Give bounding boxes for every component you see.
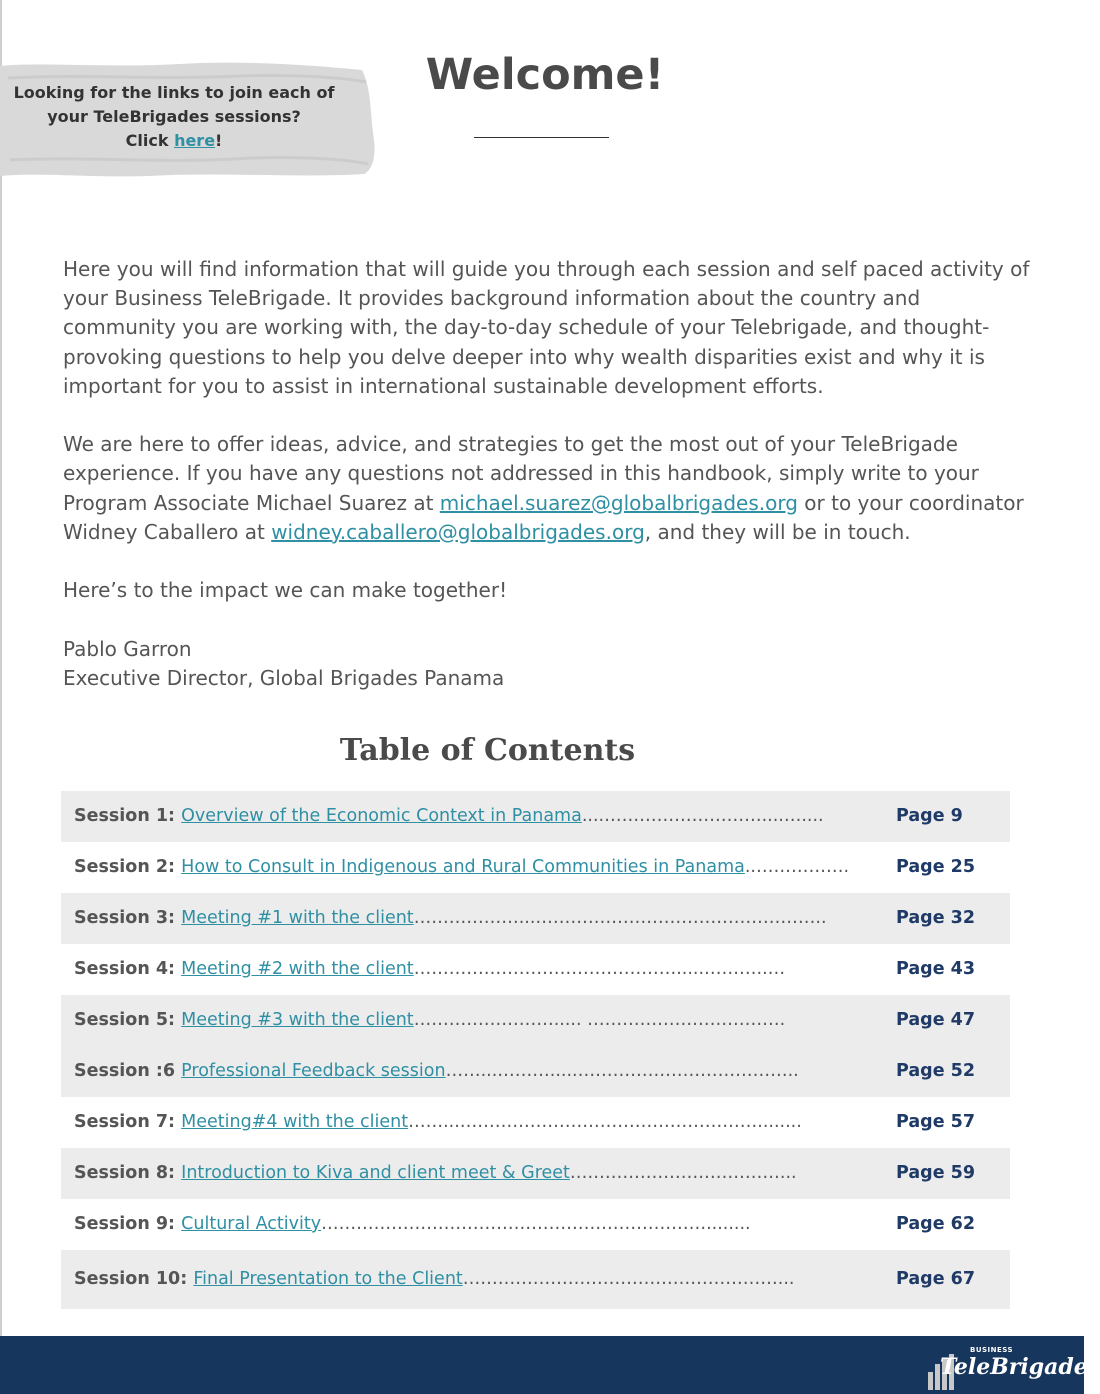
toc-page-number: Page 59 — [896, 1163, 976, 1183]
signature-name: Pablo Garron — [63, 636, 192, 661]
intro-paragraph: Here you will find information that will guide you through each session and self paced activity of your Business TeleBrigade. It provides background information about the country and community you are working with, the day-to-day schedule of your Telebrigade, and thought-provoking questions to help you delve deeper into why wealth disparities exist and why it is important for you to assist in international sustainable development efforts. — [63, 257, 1030, 398]
toc-row-session-7 — [61, 1097, 1010, 1148]
title-underline-rule — [474, 137, 609, 138]
widney-email-link[interactable]: widney.caballero@globalbrigades.org — [271, 519, 645, 544]
toc-link-session-1[interactable]: Overview of the Economic Context in Panama — [181, 806, 582, 826]
toc-link-session-5[interactable]: Meeting #3 with the client — [181, 1010, 414, 1030]
page-title: Welcome! — [425, 50, 665, 100]
welcome-body — [63, 255, 1038, 693]
callout-text — [0, 81, 348, 153]
toc-leader-dots: ………………………………………………... — [462, 1269, 795, 1289]
toc-session-label: Session 7: — [74, 1112, 182, 1132]
contact-text-a: We are here to offer ideas, advice, and strategies to get the most out of your TeleBrigade experience. If you have any questions not addressed in this handbook, simply write to your Program Associate Michael Suarez at — [63, 432, 979, 515]
contact-text-c: , and they will be in touch. — [644, 519, 911, 544]
toc-link-session-6[interactable]: Professional Feedback session — [181, 1061, 446, 1081]
toc-link-session-7[interactable]: Meeting#4 with the client — [181, 1112, 409, 1132]
telebrigades-logo — [920, 1344, 1100, 1390]
toc-page-number: Page 52 — [896, 1061, 976, 1081]
toc-link-session-8[interactable]: Introduction to Kiva and client meet & Greet — [181, 1163, 570, 1183]
page-left-edge — [0, 0, 2, 1336]
signature-title: Executive Director, Global Brigades Panama — [63, 665, 505, 690]
toc-session-label: Session 1: — [74, 806, 182, 826]
toc-session-label: Session 2: — [74, 857, 182, 877]
toc-leader-dots: ………………………………... — [569, 1163, 797, 1183]
toc-title: Table of Contents — [339, 733, 636, 768]
toc-page-number: Page 32 — [896, 908, 976, 928]
toc-session-label: Session 3: — [74, 908, 182, 928]
table-of-contents — [61, 791, 1010, 1309]
toc-row-session-5 — [61, 995, 1010, 1046]
toc-leader-dots: ..……………. — [744, 857, 850, 877]
here-link[interactable]: here — [174, 131, 216, 150]
toc-leader-dots: ……...……………………………………………........ — [408, 1112, 802, 1132]
toc-page-number: Page 57 — [896, 1112, 976, 1132]
toc-leader-dots: ………………...………………………………………….. — [413, 908, 827, 928]
toc-row-session-3 — [61, 893, 1010, 944]
logo-telebrigades-text: TeleBrigades — [940, 1354, 1100, 1380]
callout-line-2: your TeleBrigades sessions? — [47, 107, 301, 126]
toc-session-label: Session 5: — [74, 1010, 182, 1030]
toc-leader-dots: ……………………………………….....………..… — [413, 959, 786, 979]
toc-leader-dots: …………………………………………………………........ — [321, 1214, 751, 1234]
toc-session-label: Session 10: — [74, 1269, 194, 1289]
callout-line-3 — [0, 129, 348, 153]
toc-leader-dots: ……………………..... ……………………………. — [413, 1010, 786, 1030]
toc-link-session-10[interactable]: Final Presentation to the Client — [193, 1269, 463, 1289]
contact-text-b: or to your coordinator Widney Caballero at — [63, 490, 1024, 544]
callout-click-text: Click — [125, 131, 175, 150]
toc-row-session-6 — [61, 1046, 1010, 1097]
toc-link-session-9[interactable]: Cultural Activity — [181, 1214, 322, 1234]
michael-email-link[interactable]: michael.suarez@globalbrigades.org — [439, 490, 798, 515]
callout-line-1: Looking for the links to join each of — [13, 83, 335, 102]
contact-paragraph — [63, 430, 1038, 547]
toc-link-session-2[interactable]: How to Consult in Indigenous and Rural Communities in Panama — [181, 857, 745, 877]
callout-exclamation: ! — [215, 131, 223, 150]
toc-row-session-1 — [61, 791, 1010, 842]
closing-paragraph: Here’s to the impact we can make together! — [63, 578, 508, 603]
toc-page-number: Page 25 — [896, 857, 976, 877]
toc-row-session-10 — [61, 1250, 1010, 1309]
toc-session-label: Session 4: — [74, 959, 182, 979]
toc-link-session-4[interactable]: Meeting #2 with the client — [181, 959, 414, 979]
toc-page-number: Page 43 — [896, 959, 976, 979]
logo-business-text: BUSINESS — [970, 1346, 1014, 1354]
toc-link-session-3[interactable]: Meeting #1 with the client — [181, 908, 414, 928]
session-links-callout — [0, 60, 378, 178]
toc-page-number: Page 67 — [896, 1269, 976, 1289]
toc-row-session-2 — [61, 842, 1010, 893]
toc-leader-dots: ……...……….....……………………………….. — [445, 1061, 799, 1081]
toc-session-label: Session :6 — [74, 1061, 182, 1081]
toc-row-session-4 — [61, 944, 1010, 995]
toc-row-session-8 — [61, 1148, 1010, 1199]
toc-leader-dots: ....………………………....….... — [581, 806, 824, 826]
toc-row-session-9 — [61, 1199, 1010, 1250]
footer-bar — [0, 1336, 1100, 1394]
toc-page-number: Page 62 — [896, 1214, 976, 1234]
toc-page-number: Page 9 — [896, 806, 963, 826]
toc-page-number: Page 47 — [896, 1010, 976, 1030]
toc-session-label: Session 9: — [74, 1214, 182, 1234]
toc-session-label: Session 8: — [74, 1163, 182, 1183]
